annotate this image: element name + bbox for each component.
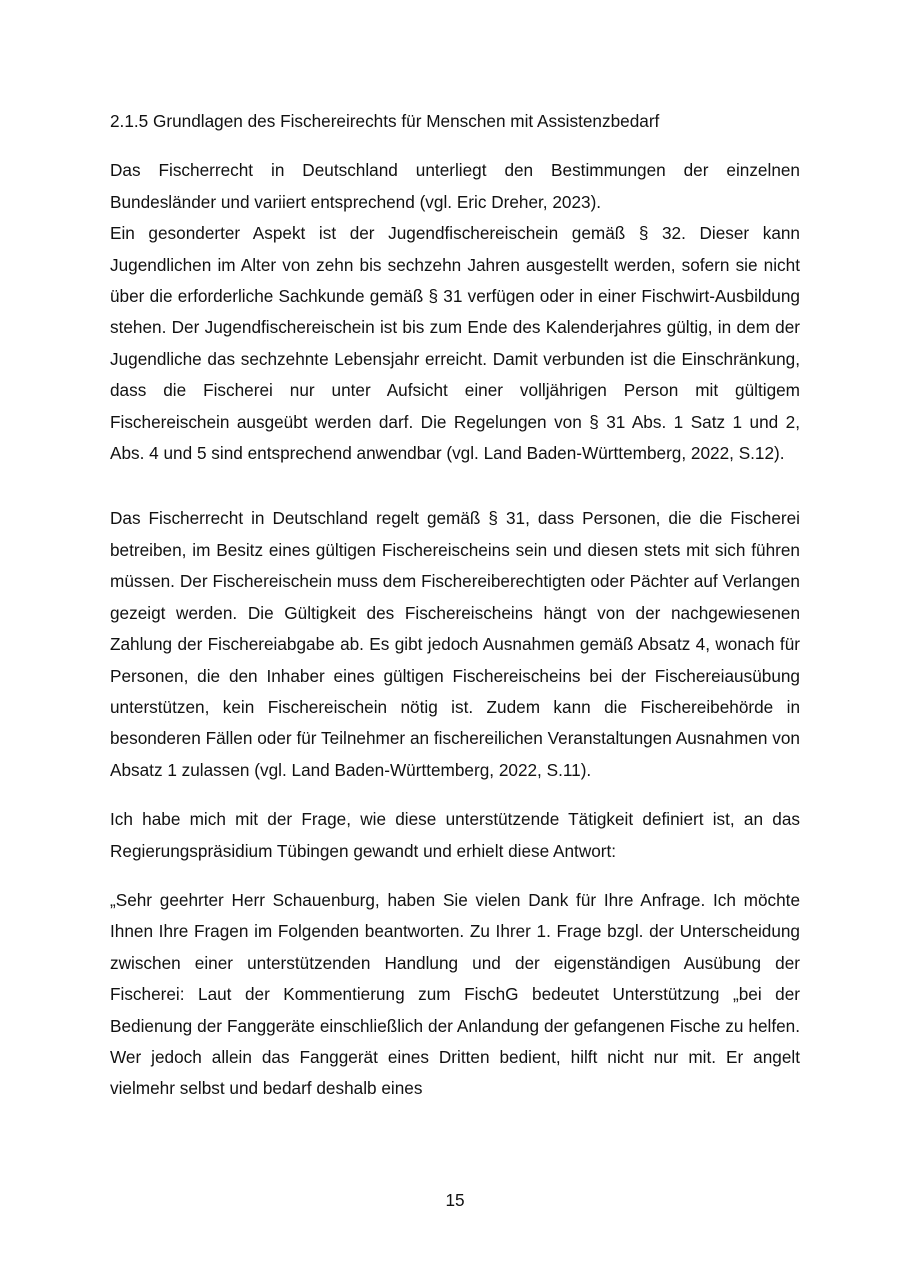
document-page: [110, 106, 800, 1105]
paragraph-fischerrecht-intro: Das Fischerrecht in Deutschland unterliegt den Bestimmungen der einzelnen Bundesländer und variiert entsprechend (vgl. Eric Dreher, 2023).: [110, 160, 800, 212]
paragraph-anfrage: Ich habe mich mit der Frage, wie diese unterstützende Tätigkeit definiert ist, an das Regierungspräsidium Tübingen gewandt und erhielt diese Antwort:: [110, 809, 800, 861]
page-number: 15: [445, 1190, 465, 1210]
paragraph-antwort-zitat: „Sehr geehrter Herr Schauenburg, haben Sie vielen Dank für Ihre Anfrage. Ich möchte Ihnen Ihre Fragen im Folgenden beantworten. Zu Ihrer 1. Frage bzgl. der Unterscheidung zwischen einer unterstützenden Handlung und der eigenständigen Ausübung der Fischerei: Laut der Kommentierung zum FischG bedeutet Unterstützung „bei der Bedienung der Fanggeräte einschließlich der Anlandung der gefangenen Fische zu helfen. Wer jedoch allein das Fanggerät eines Dritten bedient, hilft nicht nur mit. Er angelt vielmehr selbst und bedarf deshalb eines: [110, 889, 800, 1099]
paragraph-fischereischein-pflicht: Das Fischerrecht in Deutschland regelt gemäß § 31, dass Personen, die die Fischerei betreiben, im Besitz eines gültigen Fischereischeins sein und diesen stets mit sich führen müssen. Der Fischereischein muss dem Fischereiberechtigten oder Pächter auf Verlangen gezeigt werden. Die Gültigkeit des Fischereischeins hängt von der nachgewiesenen Zahlung der Fischereiabgabe ab. Es gibt jedoch Ausnahmen gemäß Absatz 4, wonach für Personen, die den Inhaber eines gültigen Fischereischeins bei der Fischereiausübung unterstützen, kein Fischereischein nötig ist. Zudem kann die Fischereibehörde in besonderen Fällen oder für Teilnehmer an fischereilichen Veranstaltungen Ausnahmen von Absatz 1 zulassen (vgl. Land Baden-Württemberg, 2022, S.11).: [110, 508, 800, 780]
section-heading: 2.1.5 Grundlagen des Fischereirechts für Menschen mit Assistenzbedarf: [110, 111, 660, 131]
paragraph-jugendfischereischein: Ein gesonderter Aspekt ist der Jugendfischereischein gemäß § 32. Dieser kann Jugendlichen im Alter von zehn bis sechzehn Jahren ausgestellt werden, sofern sie nicht über die erforderliche Sachkunde gemäß § 31 verfügen oder in einer Fischwirt-Ausbildung stehen. Der Jugendfischereischein ist bis zum Ende des Kalenderjahres gültig, in dem der Jugendliche das sechzehnte Lebensjahr erreicht. Damit verbunden ist die Einschränkung, dass die Fischerei nur unter Aufsicht einer volljährigen Person mit gültigem Fischereischein ausgeübt werden darf. Die Regelungen von § 31 Abs. 1 Satz 1 und 2, Abs. 4 und 5 sind entsprechend anwendbar (vgl. Land Baden-Württemberg, 2022, S.12).: [110, 223, 800, 464]
